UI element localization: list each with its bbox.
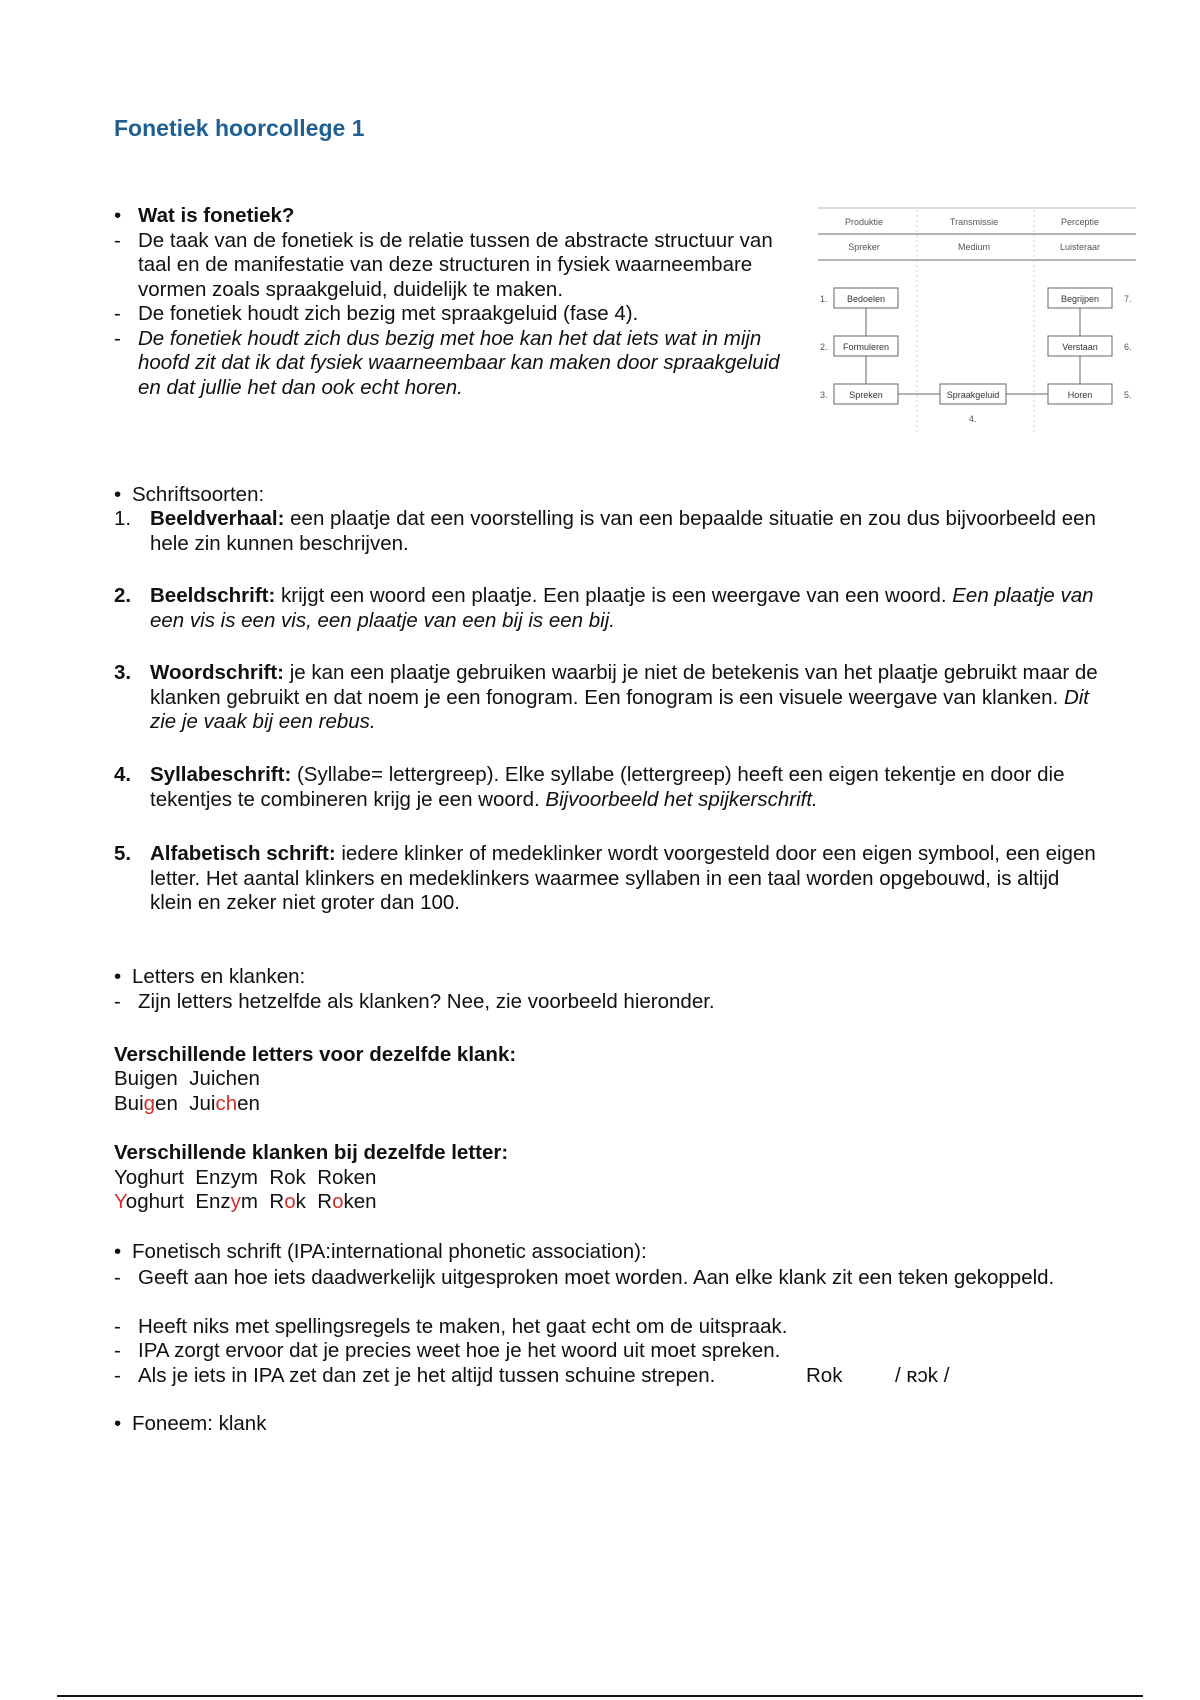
letters-example-1: Buigen Juichen [114,1067,260,1090]
letters-subheading-2: Verschillende klanken bij dezelfde letter: [114,1141,509,1164]
diagram-num-1: 1. [820,294,828,304]
diagram-box-begrijpen: Begrijpen [1060,294,1100,304]
list-term: Woordschrift: [150,661,285,684]
list-text: iedere klinker of medeklinker wordt voorgesteld door een eigen symbool, een eigen letter. Het aantal klinkers en medeklinkers waarmee syllaben in een taal worden opgebouwd, is altijd klein en zeker niet groter dan 100. [150,842,1096,914]
list-example: Een plaatje van een vis is een vis, een plaatje van een bij is een bij. [150,584,1094,632]
diagram-col3-sub: Luisteraar [1059,242,1101,252]
intro-dash-2: De fonetiek houdt zich bezig met spraakgeluid (fase 4). [138,302,639,325]
list-term: Alfabetisch schrift: [150,842,336,865]
diagram-box-bedoelen: Bedoelen [846,294,886,304]
letters-subheading-1: Verschillende letters voor dezelfde klank: [114,1043,517,1066]
ipa-dash-3: IPA zorgt ervoor dat je precies weet hoe je het woord uit moet spreken. [138,1339,781,1362]
list-number: 3. [114,661,132,684]
list-item [150,507,1100,556]
schrift-heading: Schriftsoorten: [132,483,265,506]
speech-chain-diagram [812,206,1142,432]
list-number: 4. [114,763,132,786]
list-example: Dit zie je vaak bij een rebus. [150,685,1090,733]
list-term: Syllabeschrift: [150,763,292,786]
bullet-mark: • [114,483,122,506]
intro-heading: Wat is fonetiek? [138,204,295,227]
diagram-box-formuleren: Formuleren [842,342,890,352]
dash-mark: - [114,1364,121,1387]
list-item [150,763,1100,812]
diagram-box-spraakgeluid: Spraakgeluid [946,390,1000,400]
diagram-num-5: 5. [1124,390,1132,400]
letters-example-1-highlighted: Buigen Juichen [114,1092,260,1115]
intro-dash-1: De taak van de fonetiek is de relatie tussen de abstracte structuur van taal en de manifestatie van deze structuren in fysiek waarneembare vormen zoals spraakgeluid, duidelijk te maken. [138,228,773,301]
bullet-mark: • [114,1412,122,1435]
list-number: 2. [114,584,132,607]
letters-heading: Letters en klanken: [132,965,306,988]
diagram-num-3: 3. [820,390,828,400]
diagram-col1-sub: Spreker [848,242,880,252]
intro-section [114,204,794,400]
list-text: krijgt een woord een plaatje. Een plaatje is een weergave van een woord. [275,584,953,607]
dash-mark: - [114,990,121,1013]
letters-dash: Zijn letters hetzelfde als klanken? Nee, zie voorbeeld hieronder. [138,990,715,1013]
bottom-divider [57,1695,1143,1697]
bullet-mark: • [114,1240,122,1263]
page-title: Fonetiek hoorcollege 1 [114,115,365,141]
diagram-col2-sub: Medium [957,242,991,252]
dash-mark: - [114,326,121,350]
ipa-dash-2: Heeft niks met spellingsregels te maken, het gaat echt om de uitspraak. [138,1315,788,1338]
ipa-example-transcription: / ʀɔk / [895,1364,950,1387]
ipa-heading: Fonetisch schrift (IPA:international phonetic association): [132,1240,647,1263]
list-item [150,661,1100,735]
letters-example-2-highlighted: Yoghurt Enzym Rok Roken [114,1190,377,1213]
list-term: Beeldverhaal: [150,507,285,530]
diagram-box-horen: Horen [1067,390,1093,400]
ipa-example-word: Rok [806,1364,843,1387]
diagram-col3-header: Perceptie [1060,217,1100,227]
diagram-col2-header: Transmissie [949,217,999,227]
bullet-mark: • [114,204,122,227]
list-number: 5. [114,842,132,865]
diagram-num-6: 6. [1124,342,1132,352]
foneem-line: Foneem: klank [132,1412,267,1435]
list-text: je kan een plaatje gebruiken waarbij je niet de betekenis van het plaatje gebruikt maar de klanken gebruikt en dat noem je een fonogram. Een fonogram is een visuele weergave van klanken. [150,661,1098,709]
list-term: Beeldschrift: [150,584,276,607]
list-number: 1. [114,507,132,530]
bullet-mark: • [114,965,122,988]
list-item [150,584,1100,633]
letters-example-2: Yoghurt Enzym Rok Roken [114,1166,377,1189]
dash-mark: - [114,1266,121,1289]
dash-mark: - [114,228,121,252]
diagram-col1-header: Produktie [844,217,884,227]
diagram-num-7: 7. [1124,294,1132,304]
dash-mark: - [114,1315,121,1338]
dash-mark: - [114,302,121,325]
list-text: (Syllabe= lettergreep). Elke syllabe (lettergreep) heeft een eigen tekentje en door die tekentjes te combineren krijg je een woord. [150,763,1065,811]
ipa-dash-1: Geeft aan hoe iets daadwerkelijk uitgesproken moet worden. Aan elke klank zit een teken gekoppeld. [138,1266,1055,1289]
list-text: een plaatje dat een voorstelling is van een bepaalde situatie en zou dus bijvoorbeeld een hele zin kunnen beschrijven. [150,507,1096,555]
dash-mark: - [114,1339,121,1362]
list-item [150,842,1100,916]
diagram-num-4: 4. [969,414,977,424]
list-example: Bijvoorbeeld het spijkerschrift. [545,787,818,811]
diagram-box-spreken: Spreken [849,390,883,400]
intro-dash-3: De fonetiek houdt zich dus bezig met hoe kan het dat iets wat in mijn hoofd zit dat ik dat fysiek waarneembaar kan maken door spraakgeluid en dat jullie het dan ook echt horen. [138,326,780,399]
ipa-dash-4: Als je iets in IPA zet dan zet je het altijd tussen schuine strepen. [138,1364,716,1387]
diagram-num-2: 2. [820,342,828,352]
diagram-box-verstaan: Verstaan [1062,342,1098,352]
